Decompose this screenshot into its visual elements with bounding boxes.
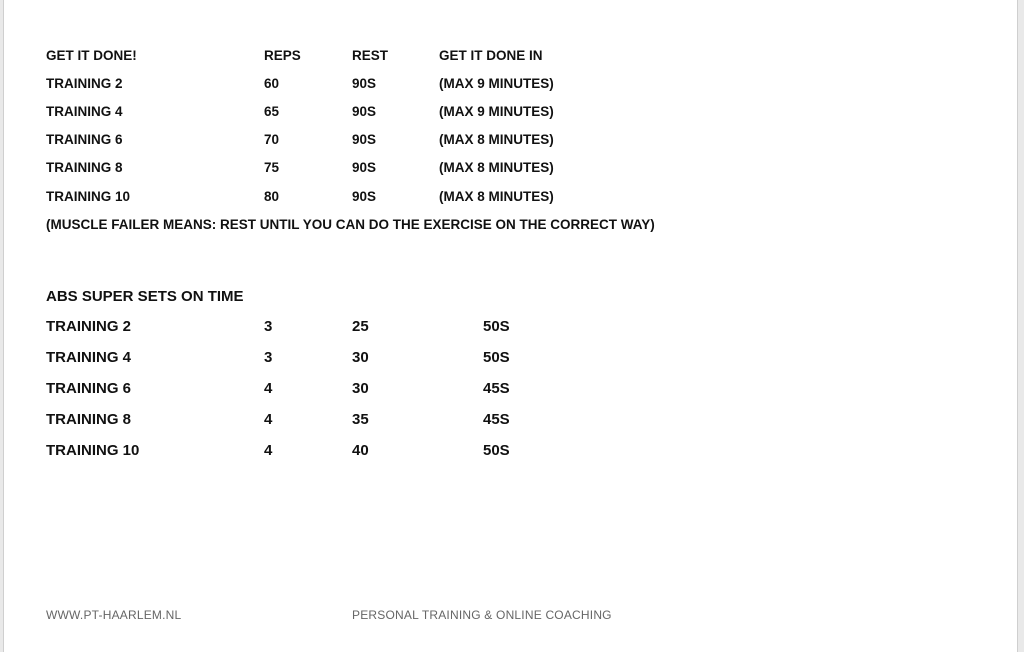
cell-time: (MAX 9 MINUTES): [439, 104, 554, 119]
cell-reps: 40: [352, 442, 369, 459]
cell-time: (MAX 8 MINUTES): [439, 160, 554, 175]
cell-rest: 45S: [483, 380, 510, 397]
cell-rest: 50S: [483, 442, 510, 459]
cell-training: TRAINING 10: [46, 189, 131, 204]
header-reps: REPS: [264, 48, 301, 63]
table-header-row: [4, 48, 1017, 68]
cell-time: (MAX 9 MINUTES): [439, 76, 554, 91]
table-row: [4, 349, 1017, 369]
header-name: GET IT DONE!: [46, 48, 137, 63]
document-page: [3, 0, 1018, 652]
cell-reps: 65: [264, 104, 280, 119]
cell-sets: 3: [264, 349, 273, 366]
cell-rest: 50S: [483, 349, 510, 366]
cell-training: TRAINING 2: [46, 76, 123, 91]
cell-reps: 75: [264, 160, 280, 175]
cell-sets: 4: [264, 411, 273, 428]
table-row: [4, 318, 1017, 338]
header-time: GET IT DONE IN: [439, 48, 543, 63]
abs-section-title: ABS SUPER SETS ON TIME: [46, 288, 244, 305]
cell-training: TRAINING 10: [46, 442, 140, 459]
muscle-failure-note: (MUSCLE FAILER MEANS: REST UNTIL YOU CAN DO THE EXERCISE ON THE CORRECT WAY): [46, 217, 655, 232]
footer-website: WWW.PT-HAARLEM.NL: [46, 608, 182, 622]
cell-training: TRAINING 8: [46, 411, 132, 428]
cell-sets: 4: [264, 380, 273, 397]
cell-reps: 35: [352, 411, 369, 428]
table-row: [4, 442, 1017, 462]
cell-reps: 25: [352, 318, 369, 335]
cell-training: TRAINING 2: [46, 318, 132, 335]
cell-training: TRAINING 8: [46, 160, 123, 175]
cell-sets: 3: [264, 318, 273, 335]
cell-rest: 90S: [352, 104, 377, 119]
cell-rest: 90S: [352, 189, 377, 204]
table-row: [4, 189, 1017, 209]
cell-time: (MAX 8 MINUTES): [439, 132, 554, 147]
cell-reps: 70: [264, 132, 280, 147]
cell-reps: 60: [264, 76, 280, 91]
cell-training: TRAINING 4: [46, 349, 132, 366]
cell-time: (MAX 8 MINUTES): [439, 189, 554, 204]
footer-tagline: PERSONAL TRAINING & ONLINE COACHING: [352, 608, 612, 622]
cell-training: TRAINING 4: [46, 104, 123, 119]
cell-reps: 30: [352, 349, 369, 366]
cell-rest: 50S: [483, 318, 510, 335]
table-row: [4, 160, 1017, 180]
table-row: [4, 76, 1017, 96]
table-row: [4, 132, 1017, 152]
cell-training: TRAINING 6: [46, 380, 132, 397]
cell-sets: 4: [264, 442, 273, 459]
cell-rest: 90S: [352, 132, 377, 147]
cell-rest: 45S: [483, 411, 510, 428]
cell-reps: 30: [352, 380, 369, 397]
table-row: [4, 104, 1017, 124]
cell-reps: 80: [264, 189, 280, 204]
table-row: [4, 380, 1017, 400]
cell-training: TRAINING 6: [46, 132, 123, 147]
cell-rest: 90S: [352, 76, 377, 91]
header-rest: REST: [352, 48, 389, 63]
table-row: [4, 411, 1017, 431]
cell-rest: 90S: [352, 160, 377, 175]
